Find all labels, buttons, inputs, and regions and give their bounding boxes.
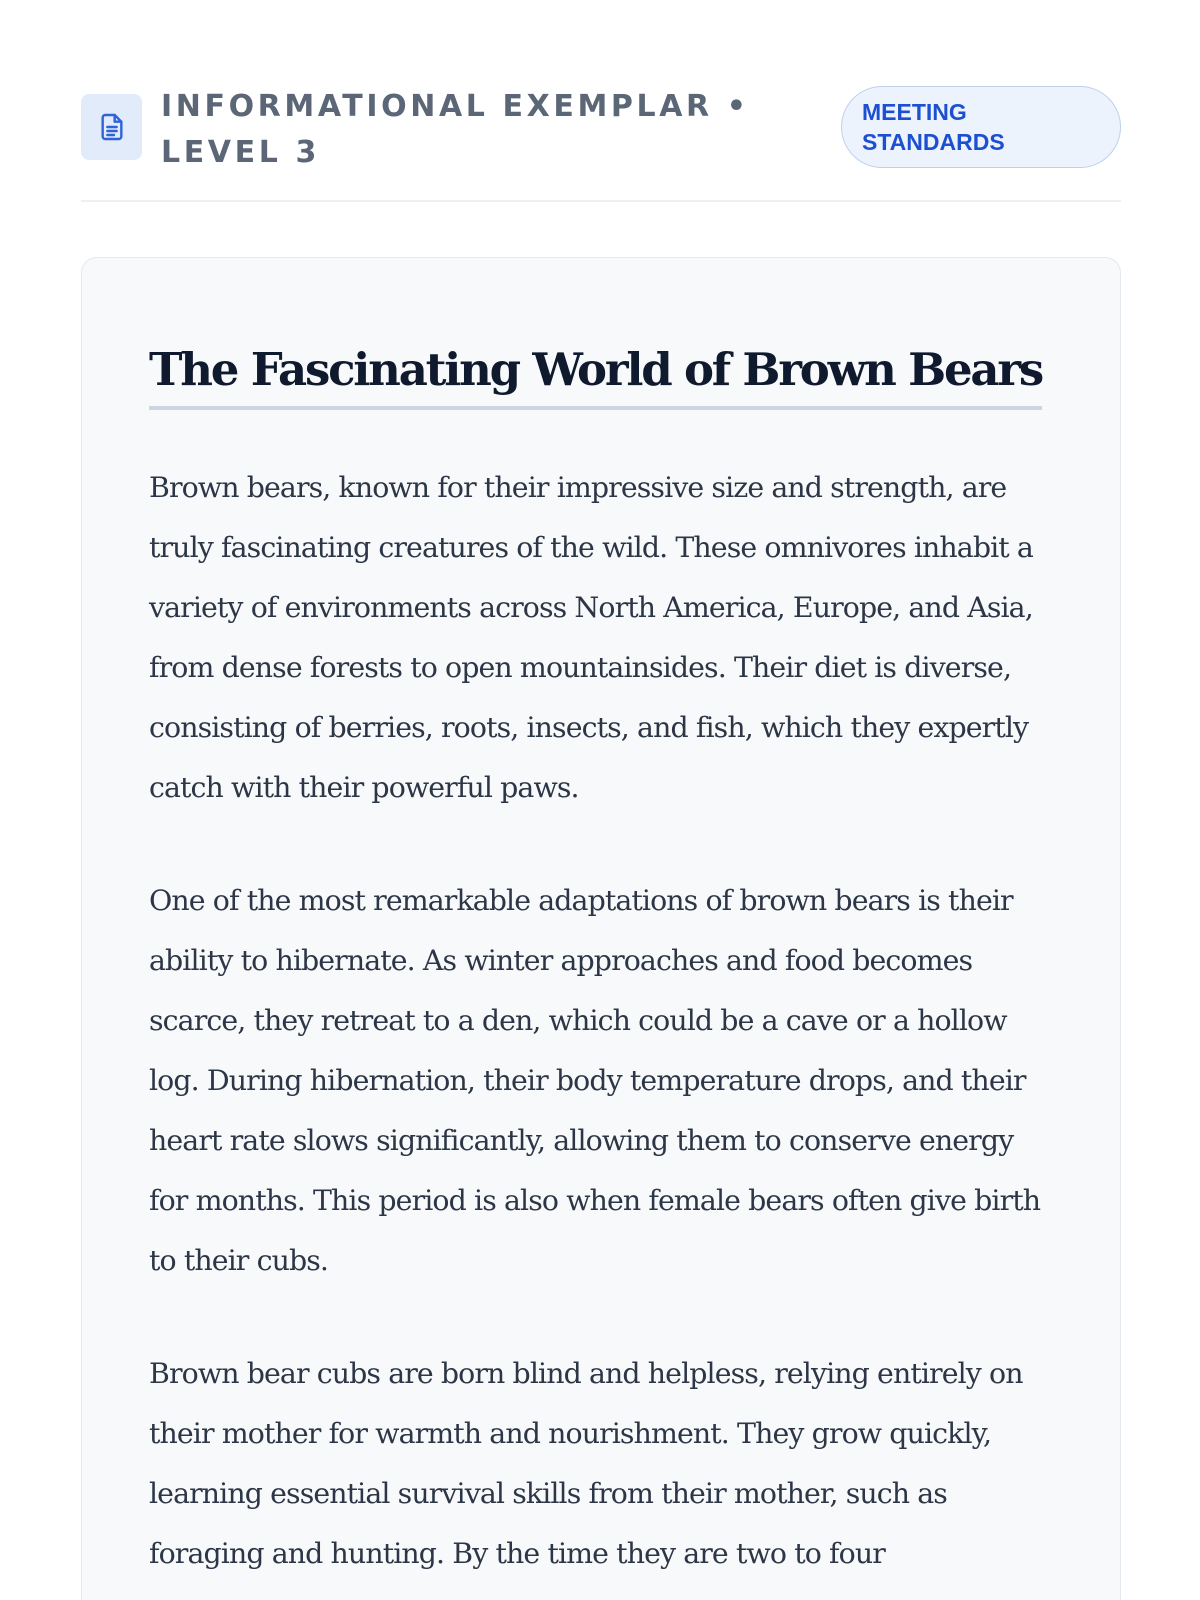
document-icon: [81, 94, 142, 160]
essay-paragraph-2: One of the most remarkable adaptations of brown bears is their ability to hibernate. As winter approaches and food becomes scarce, they retreat to a den, which could be a cave or a hollow log. During hibernation, their body temperature drops, and their heart rate slows significantly, allowing them to conserve energy for months. This period is also when female bears often give birth to their cubs.: [149, 884, 1041, 1277]
essay-paragraph-3: Brown bear cubs are born blind and helpless, relying entirely on their mother for warmth and nourishment. They grow quickly, learning essential survival skills from their mother, such as foraging and hunting. By the time they are two to four: [149, 1357, 1023, 1570]
essay-paragraph-1: Brown bears, known for their impressive size and strength, are truly fascinating creatures of the wild. These omnivores inhabit a variety of environments across North America, Europe, and Asia, from dense forests to open mountainsides. Their diet is diverse, consisting of berries, roots, insects, and fish, which they expertly catch with their powerful paws.: [149, 471, 1033, 804]
status-badge: MEETING STANDARDS: [841, 86, 1121, 168]
essay-title: The Fascinating World of Brown Bears: [149, 338, 1042, 410]
essay-body: [149, 458, 1059, 1600]
essay-card: [81, 257, 1121, 1600]
exemplar-header: [81, 82, 1121, 202]
exemplar-level-label: INFORMATIONAL EXEMPLAR • LEVEL 3: [161, 89, 750, 170]
